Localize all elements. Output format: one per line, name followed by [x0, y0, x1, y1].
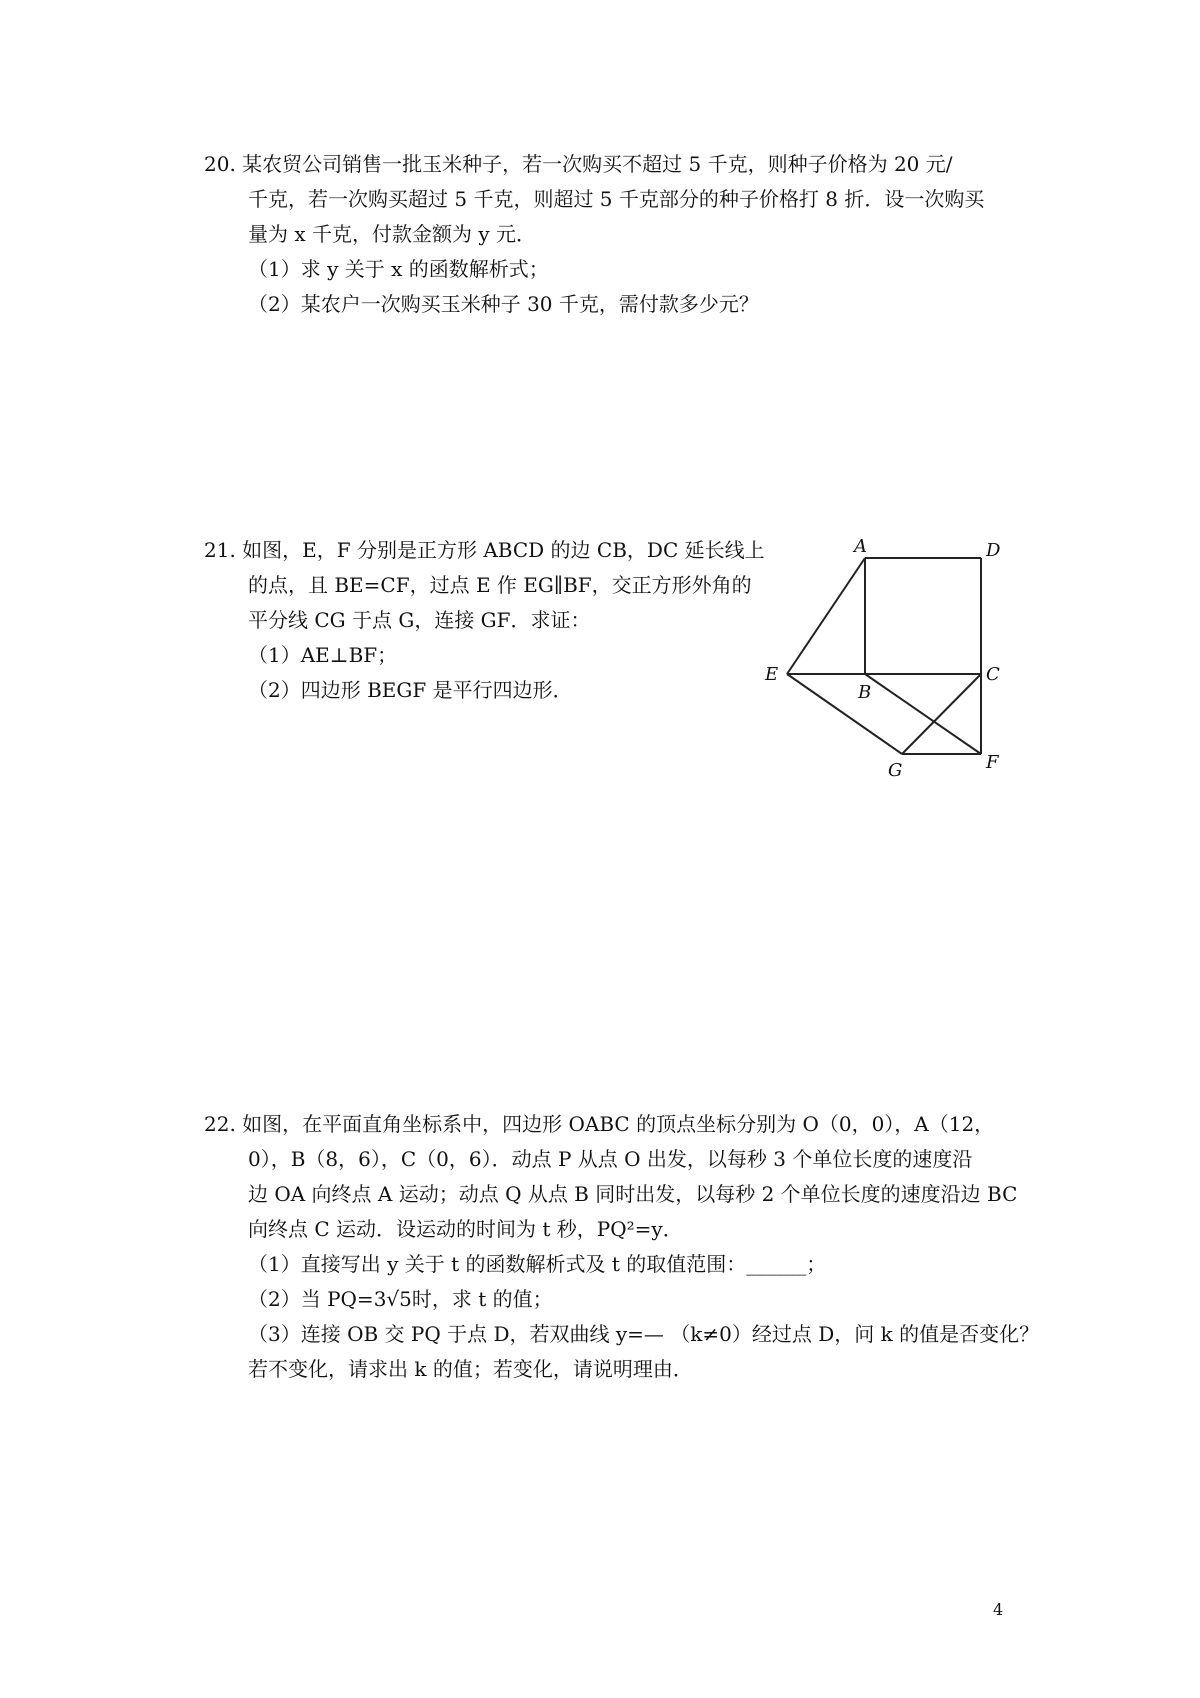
q22-line-4: 向终点 C 运动．设运动的时间为 t 秒，PQ²=y． [248, 1217, 683, 1241]
label-D: D [986, 540, 1001, 561]
label-B: B [858, 682, 872, 703]
q22-line-1: 22. 如图，在平面直角坐标系中，四边形 OABC 的顶点坐标分别为 O（0，0），A（12， [204, 1112, 995, 1136]
q20-line-1: 20. 某农贸公司销售一批玉米种子，若一次购买不超过 5 千克，则种子价格为 20 元/ [204, 152, 953, 176]
q22-part-2: （2）当 PQ=3√5时，求 t 的值； [248, 1287, 553, 1311]
q21-line-2: 的点，且 BE=CF，过点 E 作 EG∥BF，交正方形外角的 [248, 573, 752, 597]
q22-part-3: （3）连接 OB 交 PQ 于点 D，若双曲线 y=— （k≠0）经过点 D，问 k 的值是否变化？ [248, 1322, 1040, 1346]
q20-part-1: （1）求 y 关于 x 的函数解析式； [248, 257, 549, 281]
label-C: C [986, 664, 1000, 685]
q20-line-2: 千克，若一次购买超过 5 千克，则超过 5 千克部分的种子价格打 8 折．设一次购买 [248, 187, 985, 211]
q20-line-3: 量为 x 千克，付款金额为 y 元． [248, 222, 537, 246]
page-number: 4 [993, 1600, 1004, 1619]
q21-line-1: 21. 如图，E，F 分别是正方形 ABCD 的边 CB，DC 延长线上 [204, 538, 765, 562]
label-A: A [854, 536, 867, 557]
label-G: G [888, 760, 903, 781]
label-E: E [765, 664, 779, 685]
q22-part-3-cont: 若不变化，请求出 k 的值；若变化，请说明理由． [248, 1357, 693, 1381]
square-geometry-figure [762, 536, 1012, 796]
q21-part-2: （2）四边形 BEGF 是平行四边形． [248, 678, 573, 702]
q22-part-1: （1）直接写出 y 关于 t 的函数解析式及 t 的取值范围：______； [248, 1252, 827, 1276]
q22-line-2: 0），B（8，6），C（0，6）．动点 P 从点 O 出发，以每秒 3 个单位长度的速度沿 [248, 1147, 973, 1171]
q20-part-2: （2）某农户一次购买玉米种子 30 千克，需付款多少元？ [248, 292, 759, 316]
q22-line-3: 边 OA 向终点 A 运动；动点 Q 从点 B 同时出发，以每秒 2 个单位长度的速度沿边 BC [248, 1182, 1018, 1206]
q21-line-3: 平分线 CG 于点 G，连接 GF．求证： [248, 608, 591, 632]
label-F: F [986, 752, 999, 773]
q21-part-1: （1）AE⊥BF； [248, 643, 398, 667]
